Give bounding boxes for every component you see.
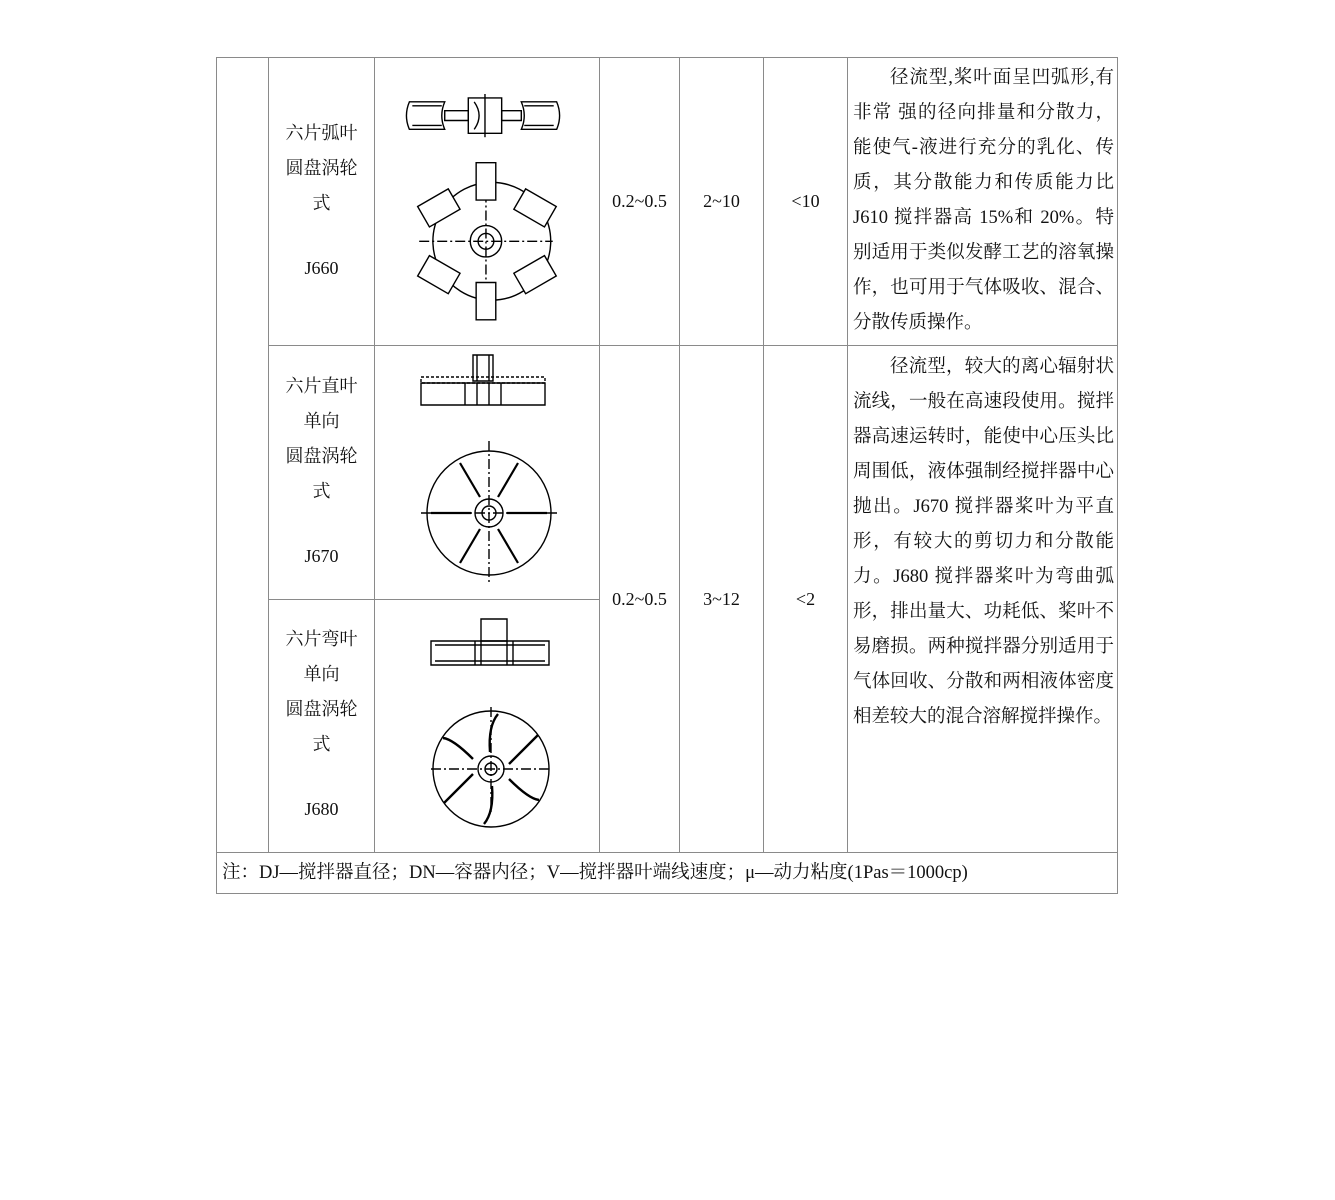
name-line: 式 [312, 481, 331, 501]
speed-value: 3~12 [703, 588, 740, 609]
grid-line [374, 58, 375, 852]
name-line: 圆盘涡轮 [285, 158, 358, 178]
description: 径流型，较大的离心辐射状流线，一般在高速段使用。搅拌器高速运转时，能使中心压头比周围低，液体强制经搅拌器中心抛出。J670 搅拌器桨叶为平直形，有较大的剪切力和分散能力。J680 搅拌器桨叶为弯曲弧形，排出量大、功耗低、桨叶不易磨损。两种搅拌器分别适用于气体回收、分散和两相液体密度相差较大的混合溶解搅拌操作。 [853, 357, 1114, 727]
description: 径流型,桨叶面呈凹弧形,有非常 强的径向排量和分散力，能使气-液进行充分的乳化、传质，其分散能力和传质能力比 J610 搅拌器高 15%和 20%。特别适用于类似发酵工艺的溶氧操作，也可用于气体吸收、混合、分散传质操作。 [853, 68, 1114, 333]
model-code: J680 [304, 799, 339, 819]
impeller-straight-disc-icon [417, 353, 559, 589]
viscosity-value: <2 [795, 588, 816, 609]
name-line: 圆盘涡轮 [285, 446, 358, 466]
impeller-bent-disc-icon [429, 613, 557, 813]
name-line: 式 [312, 734, 331, 754]
speed-value: 2~10 [703, 191, 740, 211]
name-line: 单向 [303, 411, 340, 431]
impeller-curved-disc-icon [405, 94, 563, 310]
viscosity-value: <10 [791, 191, 820, 211]
model-code: J670 [304, 546, 339, 566]
row-name-j680 [269, 622, 374, 827]
name-line: 六片弯叶 [285, 629, 358, 649]
model-code: J660 [304, 258, 339, 278]
name-line: 圆盘涡轮 [285, 699, 358, 719]
dj-dn-value: 0.2~0.5 [612, 588, 667, 609]
dj-dn-value: 0.2~0.5 [612, 191, 667, 211]
row-name-j670 [269, 369, 374, 574]
name-line: 式 [312, 193, 331, 213]
row-name-j660 [269, 116, 374, 286]
grid-line [268, 599, 599, 600]
name-line: 单向 [303, 664, 340, 684]
table-note: 注：DJ—搅拌器直径；DN—容器内径；V—搅拌器叶端线速度；μ—动力粘度(1Pas＝1000cp) [222, 863, 968, 883]
agitator-table [216, 57, 1118, 894]
name-line: 六片直叶 [285, 376, 358, 396]
name-line: 六片弧叶 [285, 123, 358, 143]
